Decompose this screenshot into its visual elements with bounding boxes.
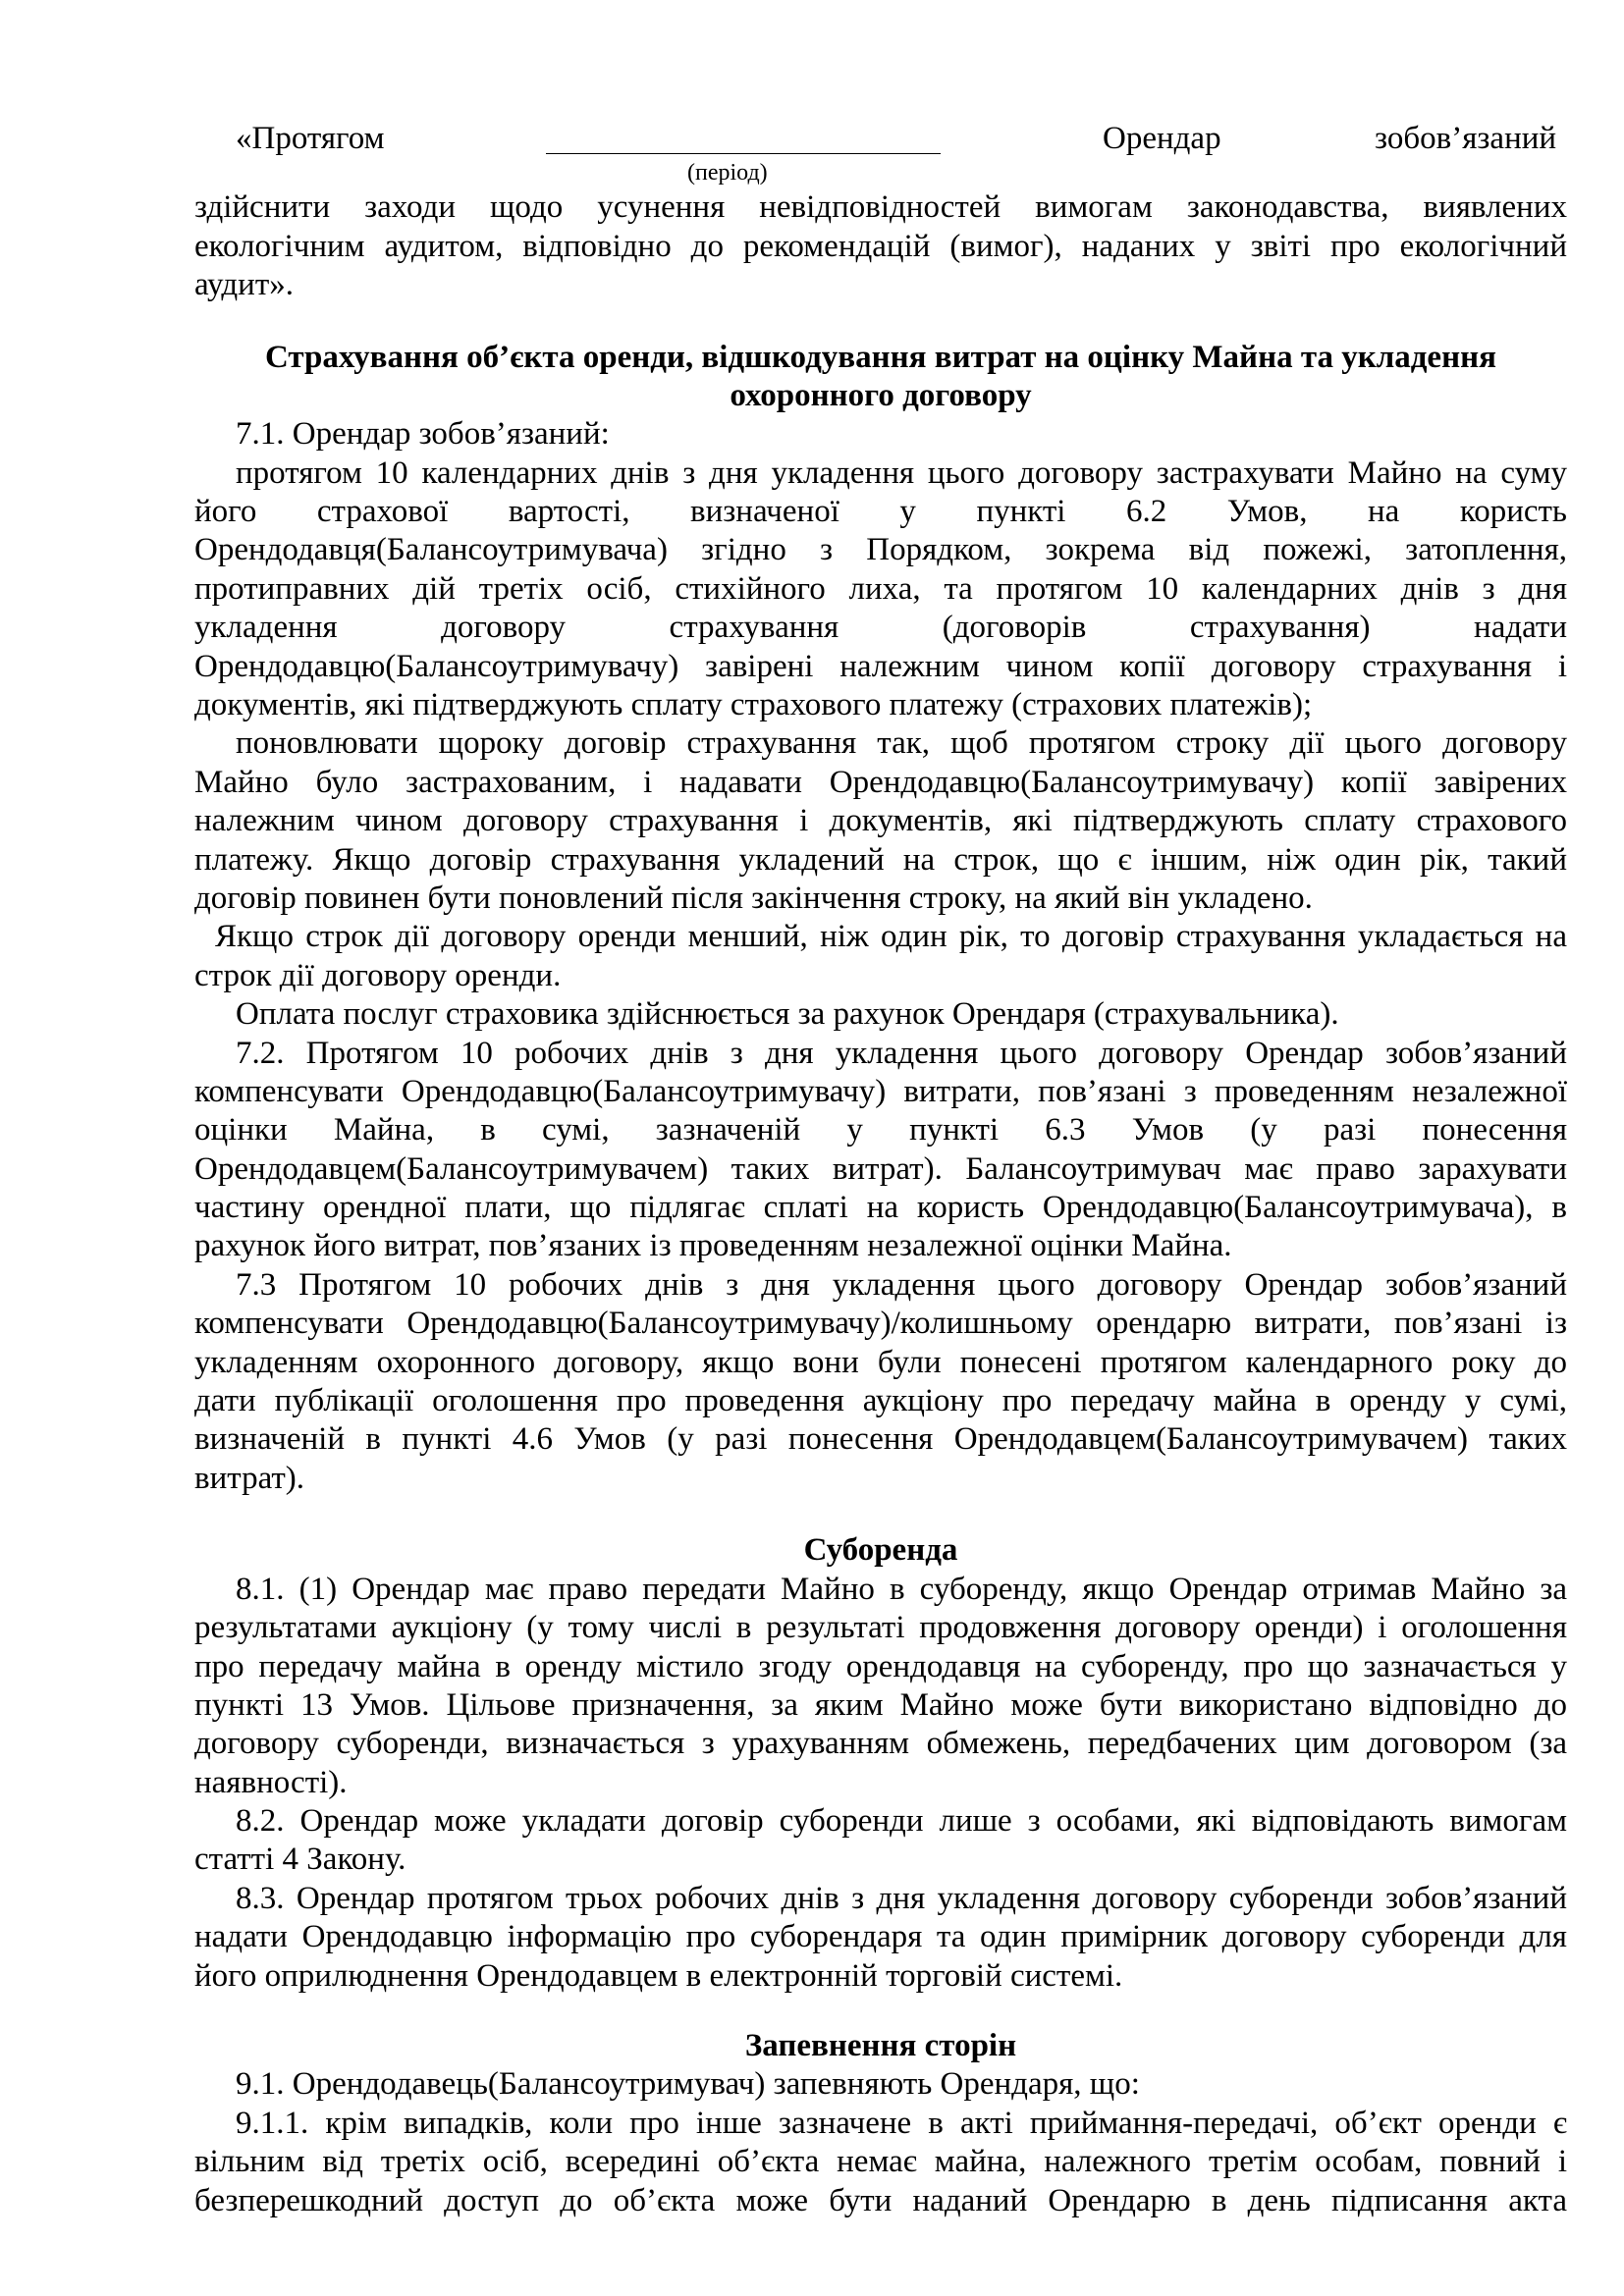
- paragraph-line: його страхової вартості, визначеної у пункті 6.2 Умов, на користь: [194, 494, 1567, 529]
- paragraph-line: платежу. Якщо договір страхування укладений на строк, що є іншим, ніж один рік, такий: [194, 842, 1567, 878]
- paragraph-line: договір повинен бути поновлений після закінчення строку, на який він укладено.: [194, 881, 1313, 916]
- paragraph-line: договору суборенди, визначається з урахуванням обмежень, передбачених цим договором (за: [194, 1726, 1567, 1761]
- paragraph-line: укладення договору страхування (договорів страхування) надати: [194, 610, 1567, 645]
- intro-line: здійснити заходи щодо усунення невідповідностей вимогам законодавства, виявлених: [194, 189, 1567, 225]
- paragraph-line: дати публікації оголошення про проведення аукціону про передачу майна в оренду у сумі,: [194, 1383, 1567, 1418]
- paragraph-line: рахунок його витрат, пов’язаних із проведенням незалежної оцінки Майна.: [194, 1228, 1232, 1263]
- paragraph-line: укладенням охоронного договору, якщо вони були понесені протягом календарного року до: [194, 1345, 1567, 1380]
- paragraph-line: статті 4 Закону.: [194, 1842, 406, 1877]
- intro-word-zobovyazanyi: зобов’язаний: [1375, 121, 1557, 156]
- paragraph-line: оцінки Майна, в сумі, зазначеній у пункті 6.3 Умов (у разі понесення: [194, 1112, 1567, 1148]
- paragraph-line: безперешкодний доступ до об’єкта може бути наданий Орендарю в день підписання акта: [194, 2183, 1567, 2218]
- paragraph-line: витрат).: [194, 1461, 305, 1496]
- intro-line: аудит».: [194, 267, 295, 302]
- paragraph-line: Майно було застрахованим, і надавати Орендодавцю(Балансоутримувачу) копії завірених: [194, 765, 1567, 800]
- paragraph-line: Оплата послуг страховика здійснюється за рахунок Орендаря (страхувальника).: [236, 996, 1339, 1032]
- paragraph-line: 8.1. (1) Орендар має право передати Майно в суборенду, якщо Орендар отримав Майно за: [236, 1572, 1567, 1607]
- paragraph-line: 9.1.1. крім випадків, коли про інше зазначене в акті приймання-передачі, об’єкт оренди є: [236, 2106, 1567, 2141]
- paragraph-line: 9.1. Орендодавець(Балансоутримувач) запевняють Орендаря, що:: [236, 2066, 1140, 2102]
- paragraph-line: Орендодавцем(Балансоутримувачем) таких витрат). Балансоутримувач має право зарахувати: [194, 1151, 1567, 1187]
- paragraph-line: надати Орендодавцю інформацію про суборендаря та один примірник договору суборенди для: [194, 1919, 1567, 1954]
- paragraph-line: вільним від третіх осіб, всередині об’єкта немає майна, належного третім особам, повний і: [194, 2144, 1567, 2179]
- paragraph-line: Орендодавцю(Балансоутримувачу) завірені належним чином копії договору страхування і: [194, 649, 1567, 684]
- paragraph-line: 7.2. Протягом 10 робочих днів з дня укладення цього договору Орендар зобов’язаний: [236, 1036, 1567, 1071]
- paragraph-line: компенсувати Орендодавцю(Балансоутримувачу)/колишньому орендарю витрати, пов’язані із: [194, 1306, 1567, 1341]
- paragraph-line: наявності).: [194, 1765, 348, 1800]
- paragraph-line: визначеній в пункті 4.6 Умов (у разі понесення Орендодавцем(Балансоутримувачем) таких: [194, 1421, 1567, 1457]
- paragraph-line: компенсувати Орендодавцю(Балансоутримувачу) витрати, пов’язані з проведенням незалежної: [194, 1074, 1567, 1109]
- paragraph-line: протягом 10 календарних днів з дня укладення цього договору застрахувати Майно на суму: [236, 455, 1567, 491]
- paragraph-line: частину орендної плати, що підлягає сплаті на користь Орендодавцю(Балансоутримувача), в: [194, 1190, 1567, 1225]
- paragraph-line: 7.3 Протягом 10 робочих днів з дня укладення цього договору Орендар зобов’язаний: [236, 1267, 1567, 1303]
- intro-word-orendar: Орендар: [1103, 121, 1221, 156]
- paragraph-line: поновлювати щороку договір страхування так, щоб протягом строку дії цього договору: [236, 725, 1567, 761]
- paragraph-line: про передачу майна в оренду містило згоду орендодавця на суборенду, про що зазначається у: [194, 1649, 1567, 1684]
- section-heading: охоронного договору: [730, 378, 1032, 413]
- paragraph-line: пункті 13 Умов. Цільове призначення, за яким Майно може бути використано відповідно до: [194, 1687, 1567, 1723]
- period-caption: (період): [687, 160, 768, 186]
- paragraph-line: протиправних дій третіх осіб, стихійного лиха, та протягом 10 календарних днів з дня: [194, 571, 1567, 607]
- paragraph-line: Якщо строк дії договору оренди менший, ніж один рік, то договір страхування укладається на: [215, 919, 1567, 954]
- paragraph-line: документів, які підтверджують сплату страхового платежу (страхових платежів);: [194, 687, 1313, 722]
- period-blank-line: [546, 153, 941, 154]
- paragraph-line: 8.3. Орендар протягом трьох робочих днів з дня укладення договору суборенди зобов’язаний: [236, 1881, 1567, 1916]
- paragraph-line: строк дії договору оренди.: [194, 958, 562, 993]
- paragraph-line: Орендодавця(Балансоутримувача) згідно з Порядком, зокрема від пожежі, затоплення,: [194, 532, 1567, 567]
- paragraph-line: його оприлюднення Орендодавцем в електронній торговій системі.: [194, 1958, 1123, 1994]
- section-heading: Суборенда: [803, 1532, 958, 1568]
- paragraph-line: належним чином договору страхування і документів, які підтверджують сплату страхового: [194, 803, 1567, 838]
- paragraph-line: результатами аукціону (у тому числі в результаті продовження договору оренди) і оголошення: [194, 1610, 1567, 1645]
- paragraph-line: 7.1. Орендар зобов’язаний:: [236, 416, 610, 452]
- section-heading: Запевнення сторін: [744, 2028, 1017, 2063]
- intro-word-protyahom: «Протягом: [236, 121, 385, 156]
- paragraph-line: 8.2. Орендар може укладати договір суборенди лише з особами, які відповідають вимогам: [236, 1803, 1567, 1839]
- intro-line: екологічним аудитом, відповідно до рекомендацій (вимог), наданих у звіті про екологічний: [194, 229, 1567, 264]
- section-heading: Страхування об’єкта оренди, відшкодування витрат на оцінку Майна та укладення: [265, 340, 1496, 375]
